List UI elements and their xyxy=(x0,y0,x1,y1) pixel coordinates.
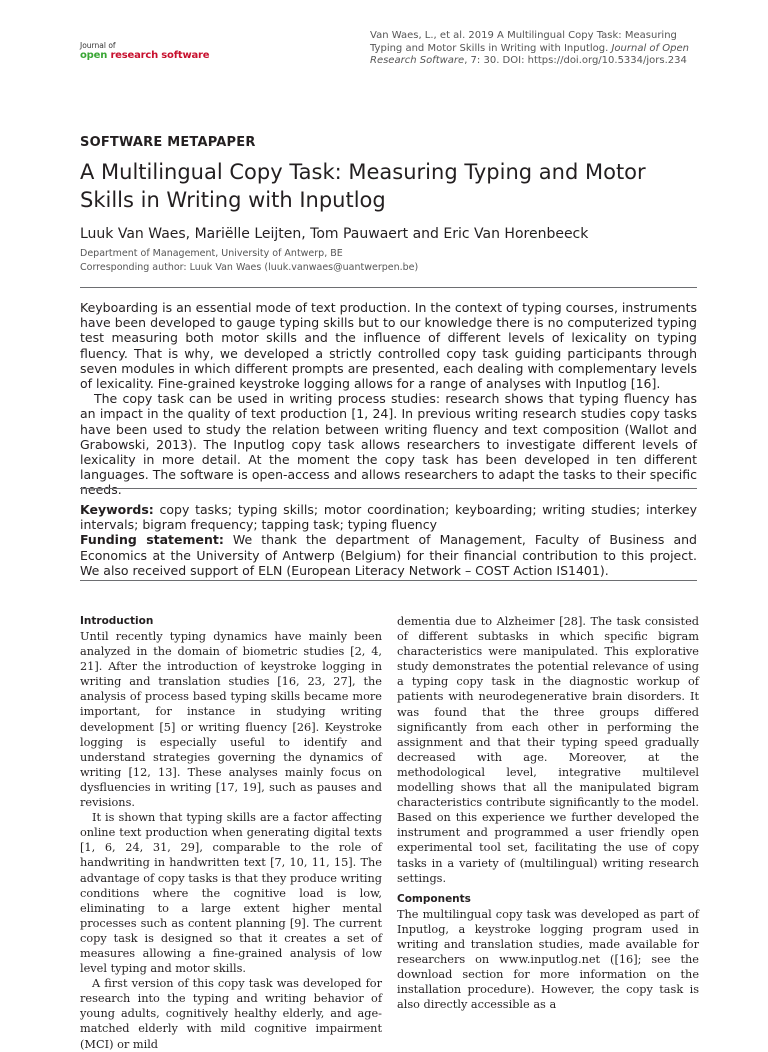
divider xyxy=(80,580,697,581)
abstract-paragraph-1: Keyboarding is an essential mode of text production. In the context of typing courses, instruments have been developed to gauge typing skills but to our knowledge there is no computerized typing test measuring both motor skills and the influence of different levels of lexicality on typing fluency. That is why, we developed a strictly controlled copy task guiding participants through seven modules in which different prompts are presented, each dealing with complementary levels of lexicality. Fine-grained keystroke logging allows for a range of analyses with Inputlog [16]. xyxy=(80,300,697,392)
section-heading-introduction: Introduction xyxy=(80,615,154,627)
corresponding-author: Corresponding author: Luuk Van Waes (luuk.vanwaes@uantwerpen.be) xyxy=(80,262,419,273)
body-paragraph: Until recently typing dynamics have mainly been analyzed in the domain of biometric studies [2, 4, 21]. After the introduction of keystroke logging in writing and translation studies [16, 23, 27], the analysis of process based typing skills became more important, for instance in studying writing development [5] or writing fluency [26]. Keystroke logging is especially useful to identify and understand strategies governing the dynamics of writing [12, 13]. These analyses mainly focus on dysfluencies in writing [17, 19], such as pauses and revisions. xyxy=(80,630,382,810)
journal-logo-open: open xyxy=(80,50,108,61)
article-type: SOFTWARE METAPAPER xyxy=(80,135,256,150)
article-title: A Multilingual Copy Task: Measuring Typing and Motor Skills in Writing with Inputlog xyxy=(80,160,646,212)
citation-tail: , 7: 30. DOI: https://doi.org/10.5334/jors.234 xyxy=(464,55,687,66)
citation xyxy=(370,30,700,68)
keywords-label: Keywords: xyxy=(80,502,154,517)
body-column-right xyxy=(397,614,699,1012)
citation-journal: Journal of Open Research Software xyxy=(370,42,689,66)
citation-main: Van Waes, L., et al. 2019 A Multilingual Copy Task: Measuring Typing and Motor Skills in Writing with Inputlog. xyxy=(370,30,677,54)
body-paragraph: A first version of this copy task was developed for research into the typing and writing behavior of young adults, cognitively healthy elderly, and age-matched elderly with mild cognitive impairment (MCI) or mild xyxy=(80,977,382,1051)
divider xyxy=(80,488,697,489)
keywords xyxy=(80,502,697,532)
journal-logo-small: Journal of xyxy=(80,41,116,50)
funding-text: We thank the department of Management, Faculty of Business and Economics at the University of Antwerp (Belgium) for their financial contribution to this project. We also received support of ELN (European Literacy Network – COST Action IS1401). xyxy=(80,532,697,578)
funding-label: Funding statement: xyxy=(80,532,224,548)
body-paragraph: The multilingual copy task was developed as part of Inputlog, a keystroke logging program used in writing and translation studies, made available for researchers on www.inputlog.net ([16]; see the download section for more information on the installation procedure). However, the copy task is also directly accessible as a xyxy=(397,907,699,1012)
abstract xyxy=(80,300,697,498)
body-paragraph: dementia due to Alzheimer [28]. The task consisted of different subtasks in which specific bigram characteristics were manipulated. This explorative study demonstrates the potential relevance of using a typing copy task in the diagnostic workup of patients with neurodegenerative brain disorders. It was found that the three groups differed significantly from each other in performing the assignment and that their typing speed gradually decreased with age. Moreover, at the methodological level, integrative multilevel modelling shows that all the manipulated bigram characteristics contribute significantly to the model. Based on this experience we further developed the instrument and programmed a user friendly open experimental tool set, facilitating the use of copy tasks in a variety of (multilingual) writing research settings. xyxy=(397,615,699,885)
body-column-left xyxy=(80,614,382,1052)
journal-logo xyxy=(80,42,280,62)
keywords-text: copy tasks; typing skills; motor coordination; keyboarding; writing studies; interkey intervals; bigram frequency; tapping task; typing fluency xyxy=(80,502,697,533)
abstract-paragraph-2: The copy task can be used in writing process studies: research shows that typing fluency has an impact in the quality of text production [1, 24]. In previous writing research studies copy tasks have been used to study the relation between writing fluency and text composition (Wallot and Grabowski, 2013). The Inputlog copy task allows researchers to investigate different levels of lexicality in more detail. At the moment the copy task has been developed in ten different languages. The software is open-access and allows researchers to adapt the tasks to their specific needs. xyxy=(80,391,697,498)
body-paragraph: It is shown that typing skills are a factor affecting online text production when generating digital texts [1, 6, 24, 31, 29], comparable to the role of handwriting in handwritten text [7, 10, 11, 15]. The advantage of copy tasks is that they produce writing conditions where the cognitive load is low, eliminating to a large extent higher mental processes such as content planning [9]. The current copy task is designed so that it creates a set of measures allowing a fine-grained analysis of low level typing and motor skills. xyxy=(80,811,382,976)
affiliation: Department of Management, University of Antwerp, BE xyxy=(80,248,343,259)
funding xyxy=(80,532,697,578)
section-heading-components: Components xyxy=(397,892,471,905)
journal-logo-name xyxy=(80,50,280,62)
authors: Luuk Van Waes, Mariëlle Leijten, Tom Pauwaert and Eric Van Horenbeeck xyxy=(80,226,589,242)
journal-logo-rest: research software xyxy=(110,50,210,61)
keywords-funding xyxy=(80,502,697,578)
divider xyxy=(80,287,697,288)
